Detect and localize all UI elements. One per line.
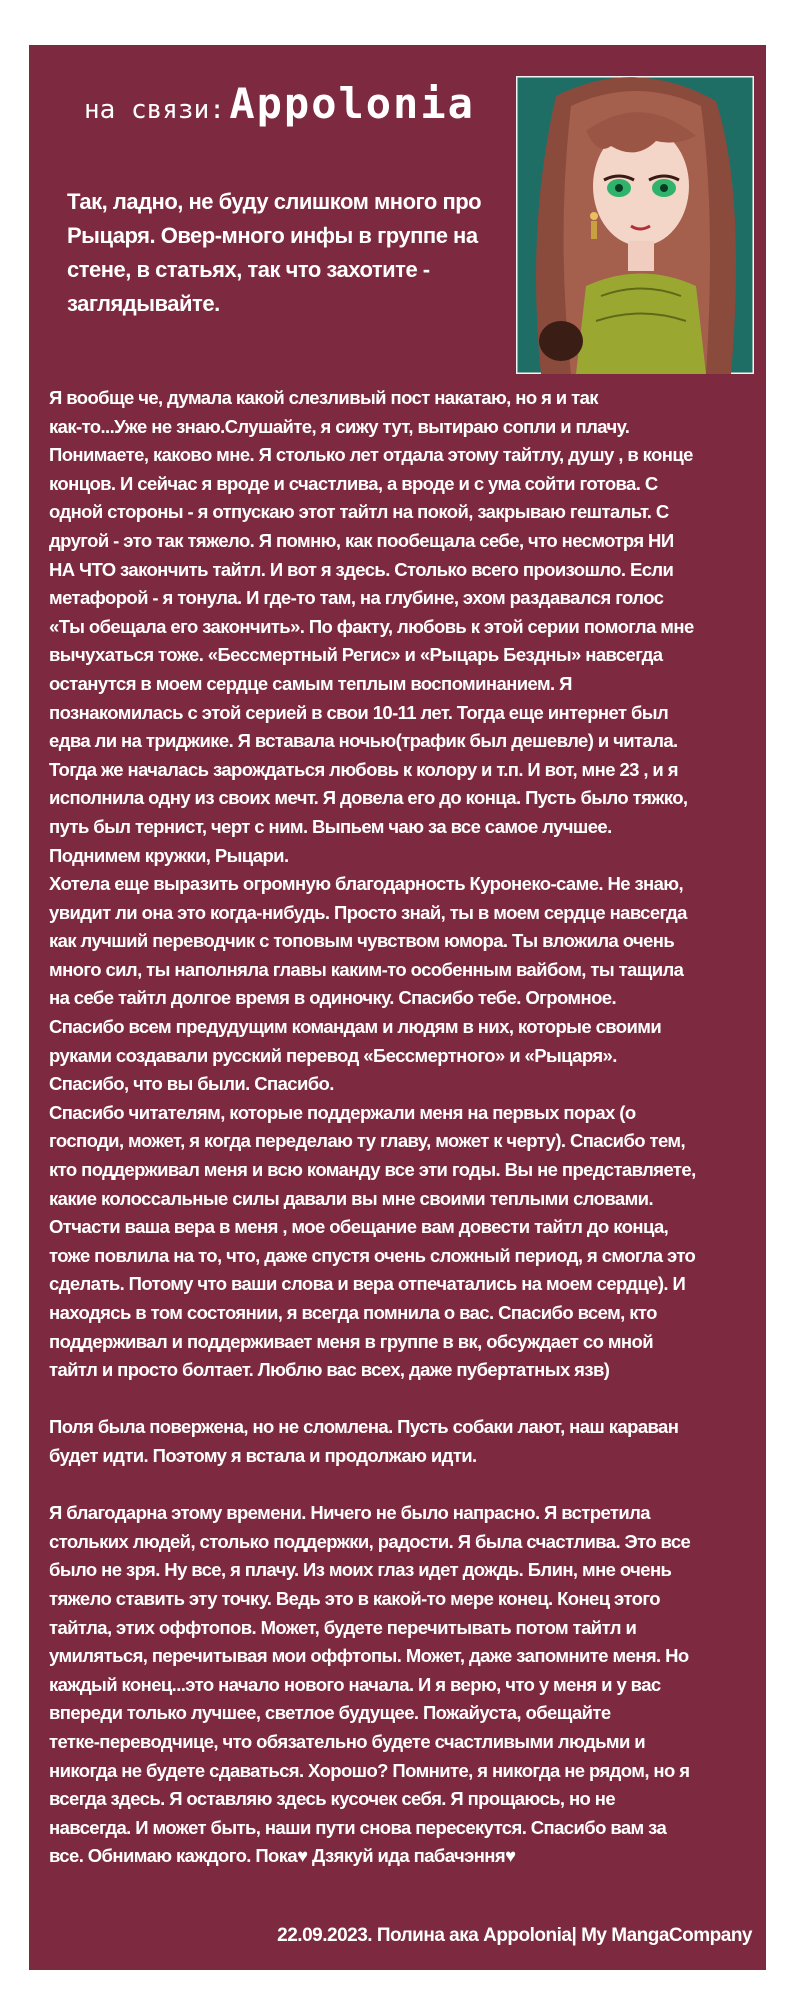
translator-portrait [516, 76, 754, 374]
body-line: господи, может, я когда переделаю ту главу, может к черту). Спасибо тем, [49, 1130, 686, 1152]
body-line: Спасибо всем предудущим командам и людям в них, которые своими [49, 1016, 662, 1038]
body-line: Спасибо, что вы были. Спасибо. [49, 1073, 334, 1095]
offtopic-card [29, 45, 766, 1970]
body-line: тайтла, этих оффтопов. Может, будете перечитывать потом тайтл и [49, 1616, 637, 1638]
body-line: познакомилась с этой серией в свои 10-11 лет. Тогда еще интернет был [49, 701, 669, 723]
body-line: много сил, ты наполняла главы каким-то особенным вайбом, ты тащила [49, 958, 684, 980]
body-line: было не зря. Ну все, я плачу. Из моих глаз идет дождь. Блин, мне очень [49, 1559, 672, 1581]
body-line: кто поддерживал меня и всю команду все эти годы. Вы не представляете, [49, 1159, 696, 1181]
body-line: НА ЧТО закончить тайтл. И вот я здесь. Столько всего произошло. Если [49, 558, 674, 580]
body-line: останутся в моем сердце самым теплым воспоминанием. Я [49, 672, 572, 694]
body-line: метафорой - я тонула. И где-то там, на глубине, эхом раздавался голос [49, 587, 664, 609]
contact-header [84, 79, 475, 139]
body-line: Поднимем кружки, Рыцари. [49, 844, 289, 866]
body-line: Хотела еще выразить огромную благодарность Куронеко-саме. Не знаю, [49, 873, 684, 895]
body-line: исполнила одну из своих мечт. Я довела его до конца. Пусть было тяжко, [49, 787, 688, 809]
paragraph-gap [49, 1471, 751, 1500]
body-line: «Ты обещала его закончить». По факту, любовь к этой серии помогла мне [49, 615, 694, 637]
body-line: находясь в том состоянии, я всегда помнила о вас. Спасибо всем, кто [49, 1302, 657, 1323]
body-line: увидит ли она это когда-нибудь. Просто знай, ты в моем сердце навсегда [49, 901, 687, 923]
body-line: тетке-переводчице, что обязательно будете счастливыми людьми и [49, 1730, 646, 1752]
body-line: путь был тернист, черт с ним. Выпьем чаю за все самое лучшее. [49, 815, 612, 837]
translator-name: Appolonia [229, 79, 475, 128]
body-line: стольких людей, столько поддержки, радости. Я была счастлива. Это все [49, 1530, 691, 1552]
body-line: другой - это так тяжело. Я помню, как пообещала себе, что несмотря НИ [49, 529, 674, 551]
body-line: вычухаться тоже. «Бессмертный Регис» и «Рыцарь Бездны» навсегда [49, 644, 663, 666]
body-line: одной стороны - я отпускаю этот тайтл на покой, закрываю гештальт. С [49, 501, 669, 523]
body-line: на себе тайтл долгое время в одиночку. Спасибо тебе. Огромное. [49, 987, 617, 1009]
body-line: все. Обнимаю каждого. Пока♥ Дзякуй ида пабачэння♥ [49, 1845, 516, 1867]
body-line: как-то...Уже не знаю.Слушайте, я сижу тут, вытираю сопли и плачу. [49, 415, 630, 437]
body-line: Отчасти ваша вера в меня , мое обещание вам довести тайтл до конца, [49, 1216, 669, 1238]
body-line: умиляться, перечитывая мои оффтопы. Может, даже запомните меня. Но [49, 1645, 689, 1667]
body-line: тайтл и просто болтает. Люблю вас всех, даже пубертатных язв) [49, 1359, 610, 1381]
body-line: сделать. Потому что ваши слова и вера отпечатались на моем сердце). И [49, 1273, 686, 1295]
body-line: всегда здесь. Я оставляю здесь кусочек себя. Я прощаюсь, но не [49, 1788, 616, 1810]
contact-prefix: на связи: [84, 95, 225, 125]
body-line: никогда не будете сдаваться. Хорошо? Помните, я никогда не рядом, но я [49, 1759, 690, 1781]
body-line: какие колоссальные силы давали вы мне своими теплыми словами. [49, 1187, 653, 1209]
body-line: Понимаете, каково мне. Я столько лет отдала этому тайтлу, душу , в конце [49, 444, 693, 466]
paragraph-gap [49, 1385, 751, 1414]
body-line: тяжело ставить эту точку. Ведь это в какой-то мере конец. Конец этого [49, 1587, 660, 1609]
body-line: тоже повлила на то, что, даже спустя очень сложный период, я смогла это [49, 1244, 696, 1266]
body-line: поддерживал и поддерживает меня в группе в вк, обсуждает со мной [49, 1330, 653, 1352]
signature-line: 22.09.2023. Полина ака Appolonia| My MangaCompany [277, 1925, 752, 1946]
body-line: концов. И сейчас я вроде и счастлива, а вроде и с ума сойти готова. С [49, 472, 658, 494]
body-line: впереди только лучшее, светлое будущее. Пожайуста, обещайте [49, 1702, 611, 1724]
intro-text: Так, ладно, не буду слишком много про Рыцаря. Овер-много инфы в группе на стене, в статьях, так что захотите - заглядывайте. [67, 189, 482, 316]
body-line: Я вообще че, думала какой слезливый пост накатаю, но я и так [49, 387, 598, 408]
body-line: навсегда. И может быть, наши пути снова пересекутся. Спасибо вам за [49, 1816, 667, 1838]
body-line: Я благодарна этому времени. Ничего не было напрасно. Я встретила [49, 1502, 650, 1524]
body-line: едва ли на триджике. Я вставала ночью(трафик был дешевле) и читала. [49, 730, 678, 752]
body-line: Тогда же началась зарождаться любовь к колору и т.п. И вот, мне 23 , и я [49, 758, 678, 780]
body-line: руками создавали русский перевод «Бессмертного» и «Рыцаря». [49, 1044, 617, 1066]
body-line: каждый конец...это начало нового начала. И я верю, что у меня и у вас [49, 1673, 661, 1695]
portrait-illustration [516, 76, 754, 374]
offtopic-body [49, 384, 751, 1871]
body-line: Спасибо читателям, которые поддержали меня на первых порах (о [49, 1101, 636, 1123]
body-line: Поля была повержена, но не сломлена. Пусть собаки лают, наш караван [49, 1416, 679, 1438]
body-line: как лучший переводчик с топовым чувством юмора. Ты вложила очень [49, 930, 675, 952]
body-line: будет идти. Поэтому я встала и продолжаю идти. [49, 1444, 477, 1466]
